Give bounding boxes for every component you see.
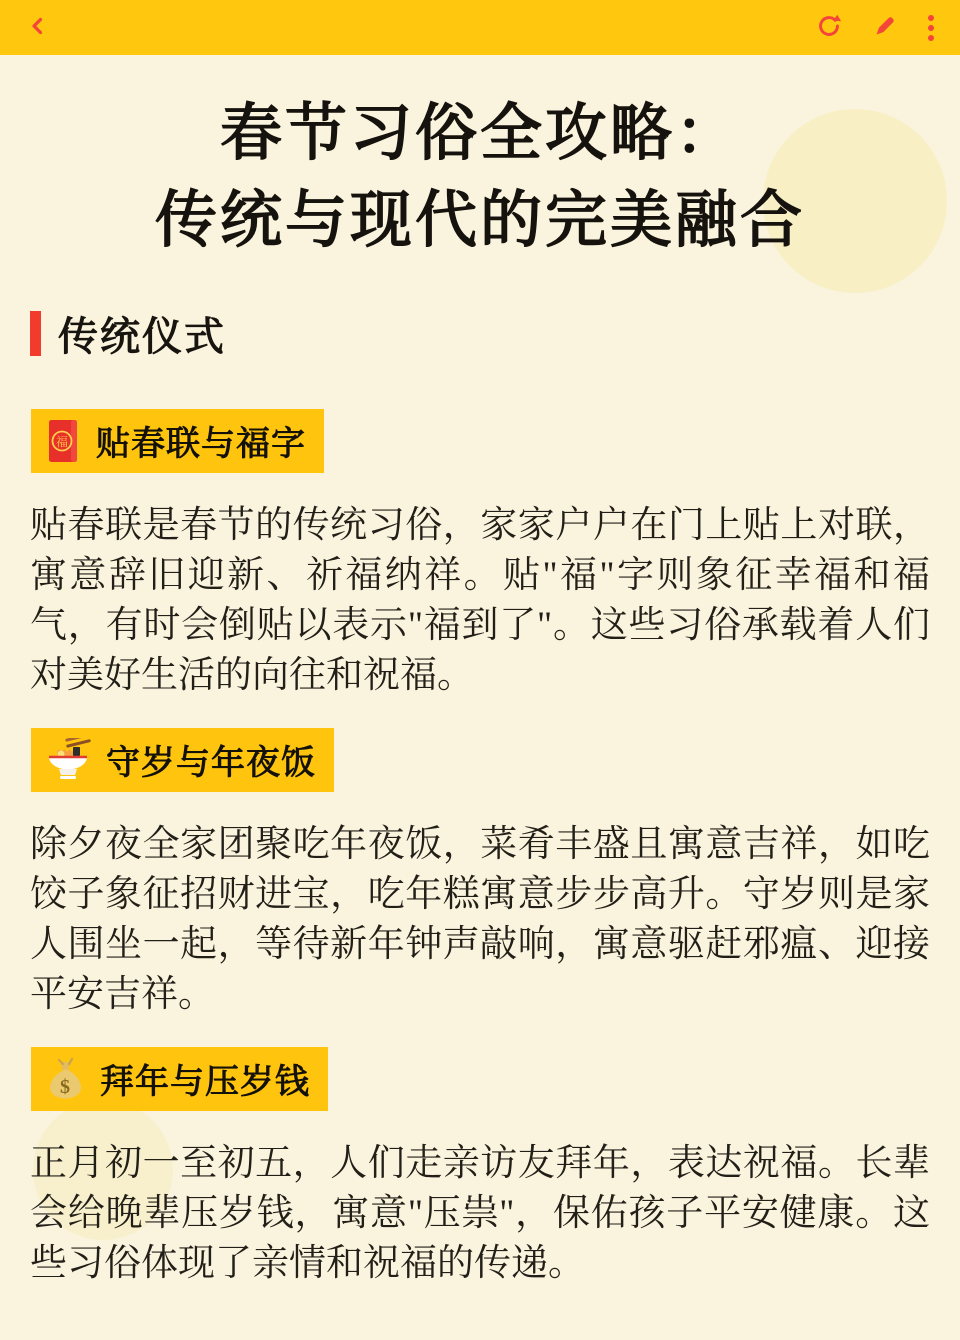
- item-paragraph: 贴春联是春节的传统习俗，家家户户在门上贴上对联，寓意辞旧迎新、祈福纳祥。贴"福"字则象征幸福和福气，有时会倒贴以表示"福到了"。这些习俗承载着人们对美好生活的向往和祝福。: [30, 504, 930, 696]
- refresh-button[interactable]: [814, 11, 844, 44]
- item-badge-label: 守岁与年夜饭: [106, 745, 316, 783]
- kebab-menu-icon: [928, 15, 934, 41]
- noodle-bowl-icon: [45, 738, 91, 782]
- item-badge-label: 拜年与压岁钱: [100, 1064, 310, 1102]
- section-accent-bar: [30, 311, 41, 356]
- menu-button[interactable]: [926, 13, 936, 43]
- red-envelope-icon: [45, 418, 81, 464]
- page-title-line2: 传统与现代的完美融合: [154, 186, 805, 255]
- pencil-icon: [872, 13, 898, 42]
- item-paragraph: 除夕夜全家团聚吃年夜饭，菜肴丰盛且寓意吉祥，如吃饺子象征招财进宝，吃年糕寓意步步高升。守岁则是家人围坐一起，等待新年钟声敲响，寓意驱赶邪瘟、迎接平安吉祥。: [30, 823, 930, 1015]
- money-bag-icon: [45, 1057, 85, 1101]
- article-page: [0, 55, 960, 1340]
- refresh-icon: [816, 13, 842, 42]
- svg-text:$: $: [60, 1075, 70, 1098]
- section-heading: [30, 305, 960, 362]
- back-button[interactable]: [24, 12, 52, 43]
- page-title: [0, 91, 960, 265]
- custom-item-lucky-money: [0, 1020, 960, 1289]
- edit-button[interactable]: [870, 11, 900, 44]
- back-chevron-icon: [26, 14, 50, 41]
- item-badge: [31, 409, 324, 473]
- toolbar-actions: [814, 11, 936, 44]
- svg-text:福: 福: [55, 434, 69, 449]
- custom-item-dinner: [0, 701, 960, 1020]
- item-badge: [31, 1047, 328, 1111]
- toolbar: [0, 0, 960, 55]
- item-badge: [31, 728, 334, 792]
- section-heading-label: 传统仪式: [58, 313, 226, 359]
- item-badge-label: 贴春联与福字: [96, 426, 306, 464]
- page-title-line1: 春节习俗全攻略：: [219, 100, 740, 168]
- custom-item-couplets: [0, 362, 960, 701]
- item-paragraph: 正月初一至初五，人们走亲访友拜年，表达祝福。长辈会给晚辈压岁钱，寓意"压祟"，保佑孩子平安健康。这些习俗体现了亲情和祝福的传递。: [30, 1142, 930, 1284]
